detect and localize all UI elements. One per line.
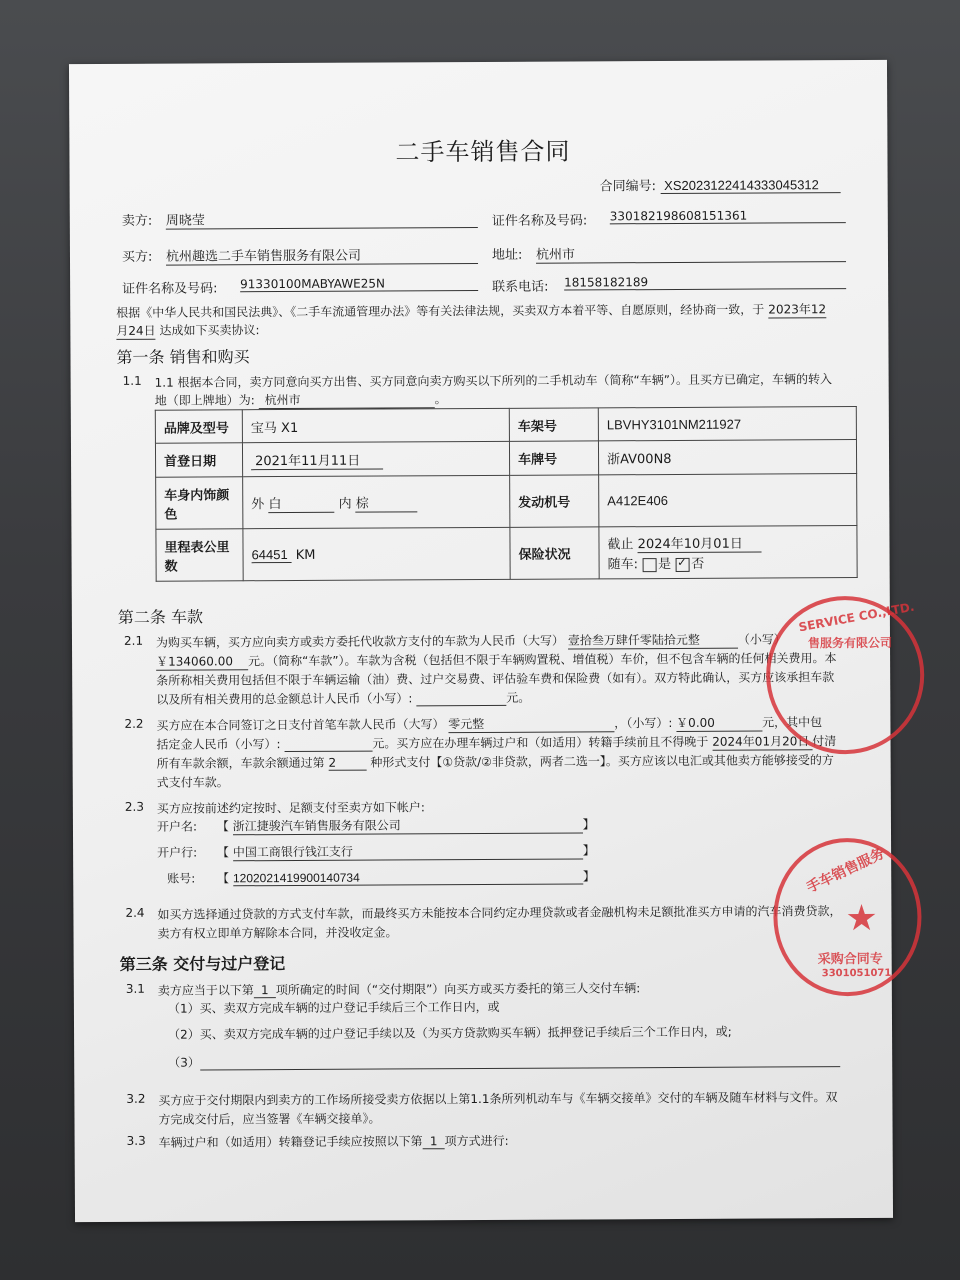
- clause-2-2-line1: 买方应在本合同签订之日支付首笔车款人民币（大写） 零元整 ，（小写）: ￥0.00 元，其中包: [156, 715, 823, 733]
- interior-color: 棕: [356, 492, 418, 512]
- transfer-place: 杭州市: [259, 390, 435, 409]
- clause-2-2-line3: 所有车款余额，车款余额通过第 2 种形式支付【①贷款/②非贷款，两者二选一】。买方应该以电汇或其他卖方能够接受的方: [156, 753, 834, 771]
- delivery-option-2: （2）买、卖双方完成车辆的过户登记手续以及（为买方贷款购买车辆）抵押登记手续后三个工作日内，或;: [168, 1024, 732, 1042]
- account-number: 1202021419900140734: [233, 869, 583, 886]
- table-row: [156, 474, 857, 530]
- color-label: 车身内饰颜色: [156, 477, 243, 529]
- account-no-row: 账号: 【 1202021419900140734 】: [167, 869, 596, 886]
- mileage-cell: 64451 KM: [243, 527, 510, 580]
- page-title: 二手车销售合同: [395, 137, 571, 167]
- reg-date-cell: [242, 441, 509, 476]
- brand-value: 宝马 X1: [242, 408, 509, 442]
- buyer-phone-label: 联系电话:: [492, 279, 549, 295]
- clause-3-2-num: 3.2: [126, 1091, 146, 1106]
- buyer-name: 杭州趣选二手车销售服务有限公司: [166, 244, 478, 266]
- preamble-line1: 根据《中华人民共和国民法典》、《二手车流通管理办法》等有关法律法规，买卖双方本着平等、自愿原则，经协商一致，于 2023年12: [116, 300, 826, 322]
- clause-3-1-text: 卖方应当于以下第 1 项所确定的时间（“交付期限”）向买方或买方委托的第三人交付车辆:: [157, 981, 641, 998]
- clause-2-3-text: 买方应按前述约定按时、足额支付至卖方如下帐户:: [156, 800, 425, 816]
- company-seal-top: SERVICE CO.,LTD. 售服务有限公司: [766, 596, 925, 755]
- clause-2-1-num: 2.1: [123, 633, 144, 648]
- engine-value: A412E406: [599, 474, 857, 527]
- clause-2-4-num: 2.4: [125, 905, 145, 920]
- clause-2-1-line2: ￥134060.00 元。（简称“车款”）。车款为含税（包括但不限于车辆购置税、增值税）车价，但不包含车辆的任何相关费用。本: [156, 651, 837, 669]
- clause-2-1-line3: 条所称相关费用包括但不限于车辆运输（油）费、过户交易费、评估验车费和保险费（如有）。双方特此确认，买方应该承担车款: [156, 670, 835, 688]
- seller-id-label: 证件名称及号码:: [491, 213, 588, 229]
- transfer-option: 1: [423, 1134, 445, 1149]
- reg-date-label: 首登日期: [155, 443, 242, 477]
- mileage-label: 里程表公里数: [156, 529, 243, 581]
- insurance-label: 保险状况: [510, 527, 599, 579]
- color-cell: 外 白 内 棕: [243, 475, 510, 528]
- checkbox-no[interactable]: [675, 557, 689, 571]
- account-name-row: 开户名: 【 浙江捷骏汽车销售服务有限公司 】: [156, 817, 595, 834]
- clause-2-3-num: 2.3: [124, 799, 144, 814]
- brand-label: 品牌及型号: [155, 410, 242, 443]
- buyer-label: 买方:: [121, 249, 153, 265]
- clause-2-4-line2: 卖方有权立即单方解除本合同，并没收定金。: [157, 925, 398, 941]
- engine-label: 发动机号: [510, 475, 599, 527]
- exterior-color: 白: [268, 492, 334, 512]
- vin-value: LBVHY3101NM211927: [598, 407, 856, 441]
- buyer-id-label: 证件名称及号码:: [122, 281, 218, 297]
- seller-name: 周晓莹: [166, 208, 478, 230]
- bank-row: 开户行: 【 中国工商银行钱江支行 】: [157, 843, 595, 860]
- buyer-addr-label: 地址:: [491, 247, 523, 263]
- seller-label: 卖方:: [121, 213, 153, 229]
- delivery-option-1: （1）买、卖双方完成车辆的过户登记手续后三个工作日内，或: [167, 999, 500, 1016]
- clause-1-1-text2: 地（即上牌地）为: 杭州市 。: [154, 392, 447, 408]
- reg-date-value: 2021年11月11日: [251, 449, 383, 470]
- clause-2-2-line4: 式支付车款。: [156, 775, 229, 790]
- contract-paper: [69, 60, 916, 1222]
- first-payment-amount: ￥0.00: [676, 714, 762, 732]
- clause-3-3-text: 车辆过户和（如适用）转籍登记手续应按照以下第 1 项方式进行:: [158, 1133, 509, 1150]
- clause-2-1-line4: 以及所有相关费用的总金额总计人民币（小写）: 元。: [156, 690, 531, 707]
- vehicle-info-table: [155, 406, 858, 582]
- section-1-heading: 第一条 销售和购买: [116, 347, 250, 367]
- preamble-line2: 月24日 达成如下买卖协议:: [116, 323, 260, 338]
- plate-value: 浙AV00N8: [598, 440, 856, 475]
- bank-name: 中国工商银行钱江支行: [233, 841, 583, 861]
- mileage-value: 64451: [252, 546, 292, 562]
- clause-3-3-num: 3.3: [126, 1133, 146, 1148]
- contract-no-value: XS2023122414333045312: [660, 177, 840, 194]
- plate-label: 车牌号: [509, 441, 598, 475]
- clause-1-1-text: 1.1 根据本合同，卖方同意向买方出售、买方同意向卖方购买以下所列的二手机动车（简称“车辆”）。且买方已确定，车辆的转入: [154, 372, 833, 390]
- contract-no: 合同编号: XS2023122414333045312: [600, 174, 841, 194]
- buyer-addr-value: 杭州市: [536, 242, 846, 264]
- price-amount: ￥134060.00: [156, 652, 248, 670]
- payment-option: 2: [328, 756, 366, 771]
- checkbox-yes[interactable]: [642, 558, 656, 572]
- balance-deadline: 2024年01月20日: [712, 732, 812, 751]
- clause-2-2-line2: 括定金人民币（小写）: 元。买方应在办理车辆过户和（如适用）转籍手续前且不得晚于 2024年01月20日 付清: [156, 734, 837, 752]
- table-row: [155, 407, 856, 444]
- price-upper: 壹拾叁万肆仟零陆拾元整: [568, 631, 738, 650]
- section-2-heading: 第二条 车款: [117, 607, 204, 627]
- buyer-phone-value: 18158182189: [564, 274, 846, 290]
- buyer-id-value: 91330100MABYAWE25N: [240, 276, 478, 292]
- table-row: [156, 526, 857, 582]
- clause-2-2-num: 2.2: [124, 716, 144, 731]
- delivery-option: 1: [254, 983, 276, 998]
- section-3-heading: 第三条 交付与过户登记: [119, 954, 286, 974]
- clause-3-2-line2: 方完成交付后，应当签署《车辆交接单》。: [158, 1111, 381, 1127]
- seller-id-value: 330182198608151361: [610, 208, 846, 224]
- clause-3-1-num: 3.1: [125, 981, 145, 996]
- company-seal-bottom: 手车销售服务 ★ 采购合同专 3301051071: [773, 838, 922, 997]
- first-payment-upper: 零元整: [448, 714, 614, 733]
- table-row: [155, 440, 856, 478]
- account-name: 浙江捷骏汽车销售服务有限公司: [233, 815, 583, 835]
- clause-2-4-line1: 如买方选择通过贷款的方式支付车款，而最终买方未能按本合同约定办理贷款或者金融机构未足额批准买方申请的汽车消费贷款，: [157, 904, 842, 922]
- star-icon: ★: [845, 897, 878, 940]
- clause-2-1-line1: 为购买车辆，买方应向卖方或卖方委托代收款方支付的车款为人民币（大写） 壹拾叁万肆仟零陆拾元整 （小写）: [155, 632, 786, 650]
- clause-3-2-line1: 买方应于交付期限内到卖方的工作场所接受卖方依据以上第1.1条所列机动车与《车辆交接单》交付的车辆及随车材料与文件。双: [158, 1090, 838, 1108]
- vin-label: 车架号: [509, 408, 598, 441]
- insurance-cell: 截止 2024年10月01日 随车: 是 ✓ 否: [599, 526, 857, 579]
- delivery-option-3: （3）: [168, 1050, 840, 1071]
- insurance-date: 2024年10月01日: [638, 533, 762, 554]
- clause-1-1-num: 1.1: [122, 373, 142, 388]
